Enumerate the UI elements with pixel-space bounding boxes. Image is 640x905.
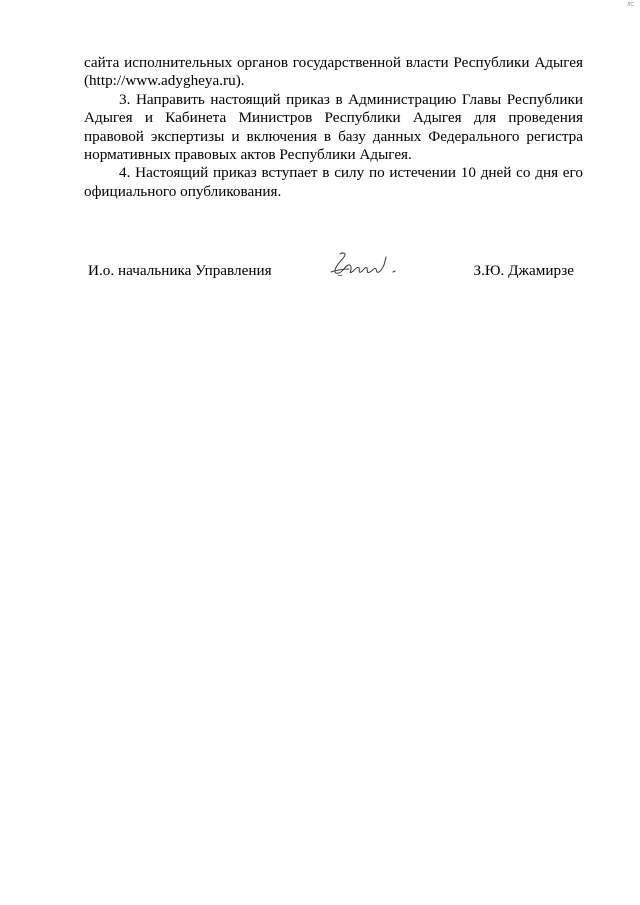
signatory-position: И.о. начальника Управления	[88, 262, 272, 279]
signature-block	[88, 262, 578, 292]
paragraph-continuation: сайта исполнительных органов государственной власти Республики Адыгея (http://www.adygheya.ru).	[84, 54, 583, 90]
handwritten-signature-icon	[323, 248, 413, 284]
document-body	[84, 54, 583, 201]
paragraph-item-4: 4. Настоящий приказ вступает в силу по истечении 10 дней со дня его официального опубликования.	[84, 164, 583, 200]
paragraph-item-3: 3. Направить настоящий приказ в Администрацию Главы Республики Адыгея и Кабинета Министров Республики Адыгея для проведения правовой экспертизы и включения в базу данных Федерального регистра нормативных правовых актов Республики Адыгея.	[84, 90, 583, 164]
signatory-name: З.Ю. Джамирзе	[473, 262, 574, 279]
page-corner-mark: ЛС	[627, 2, 634, 8]
